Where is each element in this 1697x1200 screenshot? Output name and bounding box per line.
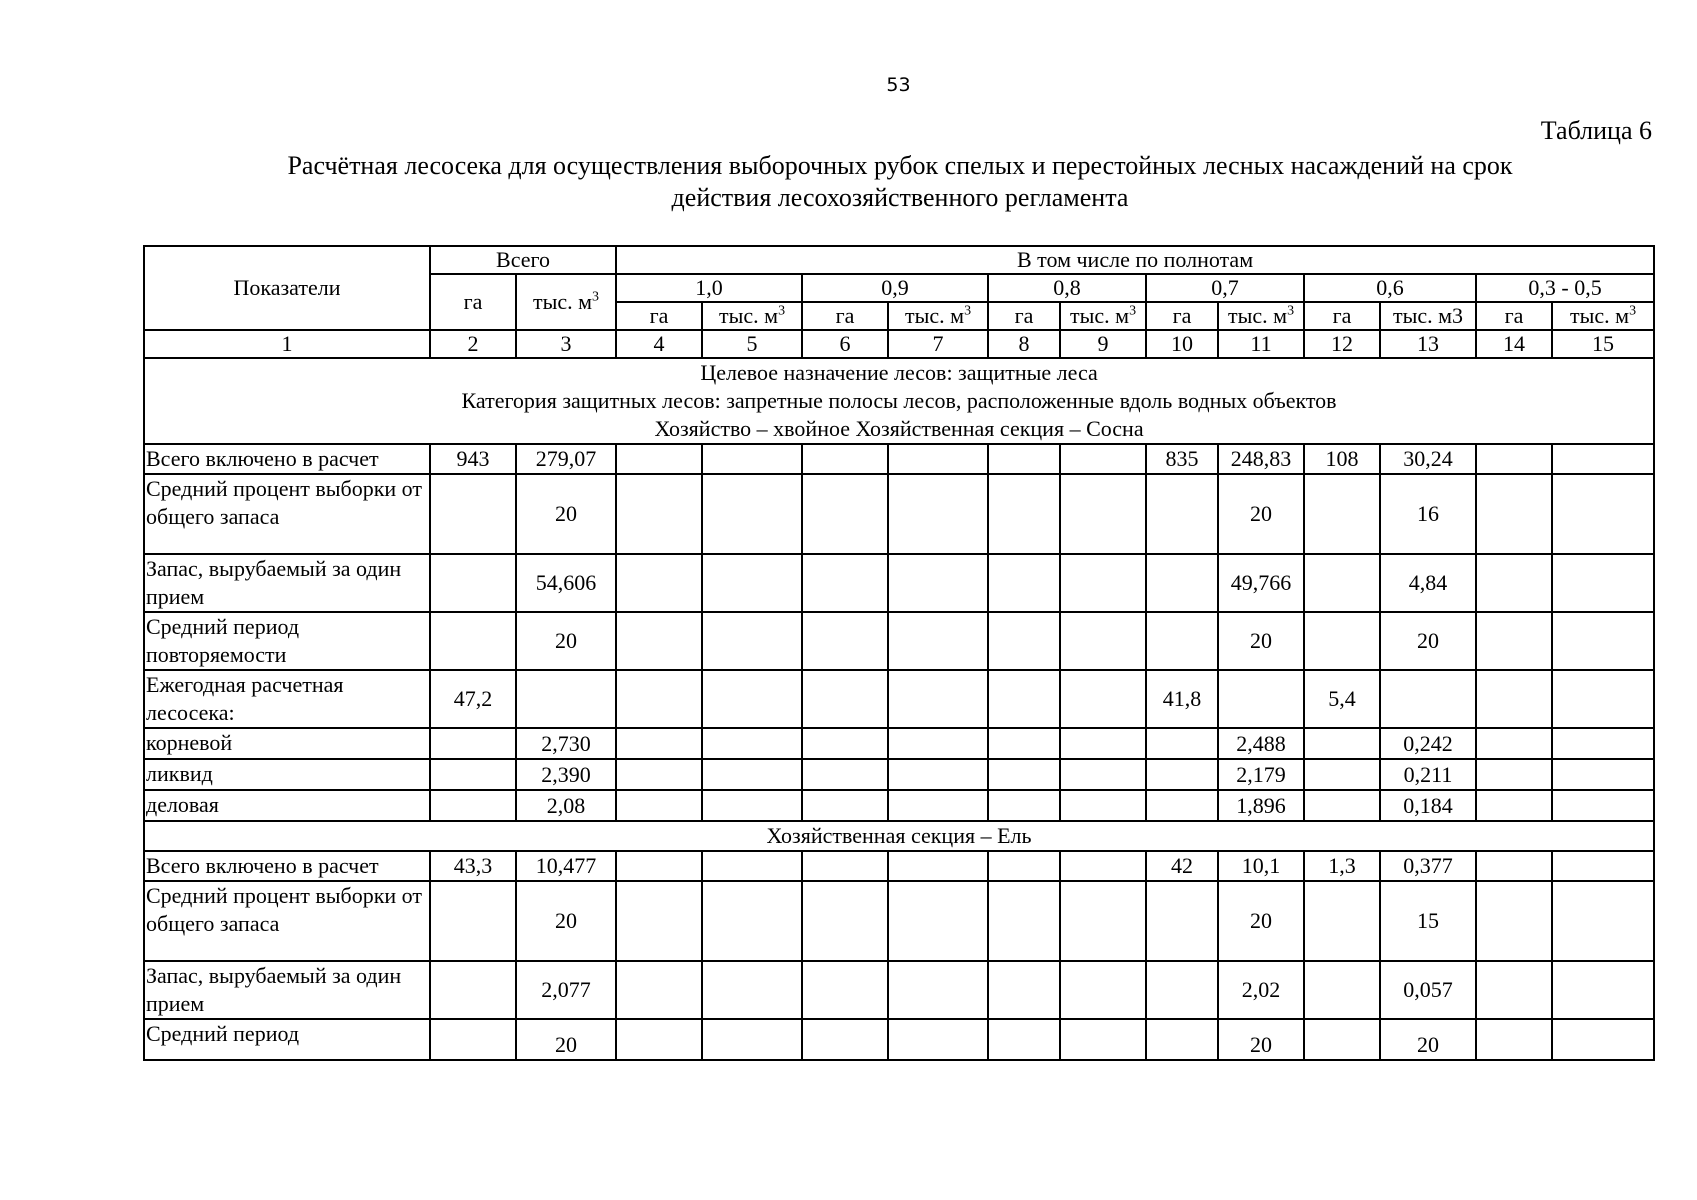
table-cell: 0,211 xyxy=(1380,759,1476,790)
table-cell xyxy=(1060,759,1146,790)
table-cell: 0,242 xyxy=(1380,728,1476,759)
header-total: Всего xyxy=(430,246,616,274)
unit-superscript: 3 xyxy=(592,289,600,305)
table-cell: 5,4 xyxy=(1304,670,1380,728)
table-cell xyxy=(888,881,988,961)
table-row xyxy=(144,881,1654,961)
header-density-0-9: 0,9 xyxy=(802,274,988,302)
table-cell: 20 xyxy=(1218,612,1304,670)
row-label: Средний процент выборки от общего запаса xyxy=(144,881,430,961)
table-cell xyxy=(1552,961,1654,1019)
table-cell xyxy=(430,728,516,759)
table-cell xyxy=(988,474,1060,554)
unit-superscript: 3 xyxy=(778,303,786,319)
table-cell xyxy=(1476,554,1552,612)
table-cell xyxy=(988,554,1060,612)
row-label: деловая xyxy=(144,790,430,821)
header-total-volume xyxy=(516,274,616,330)
column-numbers-row xyxy=(144,330,1654,358)
header-volume xyxy=(1060,302,1146,330)
table-cell xyxy=(616,474,702,554)
column-number: 7 xyxy=(888,330,988,358)
table-cell xyxy=(988,851,1060,881)
table-cell xyxy=(1552,759,1654,790)
table-cell xyxy=(1552,1019,1654,1060)
table-cell: 49,766 xyxy=(1218,554,1304,612)
header-including-by-density: В том числе по полнотам xyxy=(616,246,1654,274)
table-cell xyxy=(988,881,1060,961)
section-block-header xyxy=(144,358,1654,444)
table-cell xyxy=(1304,790,1380,821)
table-row xyxy=(144,851,1654,881)
table-cell xyxy=(1552,790,1654,821)
table-cell xyxy=(1060,670,1146,728)
header-indicators: Показатели xyxy=(144,246,430,330)
table-cell xyxy=(1060,851,1146,881)
table-cell xyxy=(430,961,516,1019)
header-volume-plain: тыс. м3 xyxy=(1380,302,1476,330)
table-cell xyxy=(616,612,702,670)
table-cell: 41,8 xyxy=(1146,670,1218,728)
table-row xyxy=(144,444,1654,474)
header-ha: га xyxy=(802,302,888,330)
table-cell: 42 xyxy=(1146,851,1218,881)
table-cell xyxy=(1146,474,1218,554)
row-label: Средний период xyxy=(144,1019,430,1060)
table-cell xyxy=(1476,670,1552,728)
table-cell: 20 xyxy=(1218,1019,1304,1060)
table-cell: 0,057 xyxy=(1380,961,1476,1019)
column-number: 10 xyxy=(1146,330,1218,358)
table-cell xyxy=(1060,1019,1146,1060)
table-cell xyxy=(702,728,802,759)
cutting-area-table xyxy=(143,245,1655,1061)
table-cell xyxy=(1060,444,1146,474)
table-cell: 20 xyxy=(1218,474,1304,554)
table-cell xyxy=(1380,670,1476,728)
table-cell xyxy=(802,790,888,821)
section-economy-pine: Хозяйство – хвойное Хозяйственная секция – Сосна xyxy=(654,416,1144,441)
table-cell: 2,488 xyxy=(1218,728,1304,759)
section-category: Категория защитных лесов: запретные полосы лесов, расположенные вдоль водных объектов xyxy=(461,388,1337,413)
column-number: 8 xyxy=(988,330,1060,358)
table-row xyxy=(144,961,1654,1019)
table-cell: 943 xyxy=(430,444,516,474)
table-cell xyxy=(988,759,1060,790)
table-cell xyxy=(1552,554,1654,612)
table-cell xyxy=(802,728,888,759)
table-cell xyxy=(1218,670,1304,728)
table-cell xyxy=(1146,728,1218,759)
unit-text: тыс. м xyxy=(1069,303,1130,328)
unit-superscript: 3 xyxy=(1129,303,1137,319)
section-spruce: Хозяйственная секция – Ель xyxy=(144,821,1654,851)
table-cell xyxy=(1060,881,1146,961)
column-number: 14 xyxy=(1476,330,1552,358)
column-number: 15 xyxy=(1552,330,1654,358)
table-cell xyxy=(888,670,988,728)
table-cell xyxy=(988,670,1060,728)
column-number: 5 xyxy=(702,330,802,358)
table-cell xyxy=(1146,790,1218,821)
table-cell xyxy=(1304,961,1380,1019)
table-cell xyxy=(802,1019,888,1060)
column-number: 1 xyxy=(144,330,430,358)
table-cell xyxy=(702,790,802,821)
table-cell xyxy=(888,851,988,881)
table-row xyxy=(144,612,1654,670)
table-cell xyxy=(888,759,988,790)
table-cell xyxy=(616,1019,702,1060)
table-cell xyxy=(1060,474,1146,554)
table-cell: 248,83 xyxy=(1218,444,1304,474)
table-cell xyxy=(1552,851,1654,881)
table-cell: 54,606 xyxy=(516,554,616,612)
table-cell xyxy=(1060,554,1146,612)
table-cell: 20 xyxy=(516,612,616,670)
table-cell xyxy=(802,851,888,881)
table-cell xyxy=(1476,444,1552,474)
column-number: 6 xyxy=(802,330,888,358)
table-cell xyxy=(1552,474,1654,554)
table-cell xyxy=(988,728,1060,759)
table-cell: 2,730 xyxy=(516,728,616,759)
table-cell xyxy=(1304,881,1380,961)
header-density-0-8: 0,8 xyxy=(988,274,1146,302)
table-cell xyxy=(1476,790,1552,821)
table-cell xyxy=(988,612,1060,670)
table-cell xyxy=(1476,759,1552,790)
table-cell xyxy=(702,851,802,881)
header-density-0-6: 0,6 xyxy=(1304,274,1476,302)
table-cell xyxy=(702,612,802,670)
row-label: Средний процент выборки от общего запаса xyxy=(144,474,430,554)
table-cell: 30,24 xyxy=(1380,444,1476,474)
table-cell xyxy=(616,961,702,1019)
table-row xyxy=(144,1019,1654,1060)
table-cell xyxy=(888,474,988,554)
table-cell xyxy=(616,554,702,612)
table-row xyxy=(144,790,1654,821)
table-row xyxy=(144,759,1654,790)
header-volume xyxy=(888,302,988,330)
section-purpose: Целевое назначение лесов: защитные леса xyxy=(700,360,1098,385)
table-cell xyxy=(802,554,888,612)
table-cell: 0,377 xyxy=(1380,851,1476,881)
table-cell xyxy=(888,790,988,821)
table-cell xyxy=(616,851,702,881)
table-cell xyxy=(1060,961,1146,1019)
row-label: ликвид xyxy=(144,759,430,790)
table-cell xyxy=(888,961,988,1019)
table-cell: 2,02 xyxy=(1218,961,1304,1019)
table-cell xyxy=(1304,728,1380,759)
table-cell xyxy=(702,670,802,728)
table-cell xyxy=(988,961,1060,1019)
unit-text: тыс. м xyxy=(718,303,779,328)
table-cell: 279,07 xyxy=(516,444,616,474)
unit-text: тыс. м xyxy=(1570,303,1630,328)
table-cell xyxy=(702,474,802,554)
column-number: 9 xyxy=(1060,330,1146,358)
table-cell xyxy=(1552,612,1654,670)
table-cell xyxy=(616,790,702,821)
table-cell xyxy=(1146,881,1218,961)
header-volume xyxy=(702,302,802,330)
table-cell xyxy=(1146,1019,1218,1060)
table-cell xyxy=(516,670,616,728)
table-row xyxy=(144,670,1654,728)
header-volume xyxy=(1218,302,1304,330)
table-cell xyxy=(888,1019,988,1060)
table-row xyxy=(144,554,1654,612)
table-cell xyxy=(1552,670,1654,728)
table-cell: 1,3 xyxy=(1304,851,1380,881)
table-cell: 4,84 xyxy=(1380,554,1476,612)
table-cell xyxy=(1476,851,1552,881)
unit-superscript: 3 xyxy=(1629,303,1637,319)
table-cell xyxy=(430,474,516,554)
row-label: Всего включено в расчет xyxy=(144,851,430,881)
header-ha: га xyxy=(988,302,1060,330)
column-number: 2 xyxy=(430,330,516,358)
table-cell xyxy=(802,961,888,1019)
table-row xyxy=(144,474,1654,554)
title-line-2: действия лесохозяйственного регламента xyxy=(671,183,1129,212)
table-cell xyxy=(430,1019,516,1060)
table-cell xyxy=(430,612,516,670)
table-cell xyxy=(1476,728,1552,759)
header-ha: га xyxy=(1146,302,1218,330)
table-cell: 1,896 xyxy=(1218,790,1304,821)
table-cell xyxy=(888,612,988,670)
page-number: 53 xyxy=(886,74,911,96)
table-cell xyxy=(616,444,702,474)
table-cell xyxy=(702,554,802,612)
table-cell: 20 xyxy=(516,1019,616,1060)
table-cell xyxy=(888,554,988,612)
table-cell xyxy=(1304,1019,1380,1060)
table-cell xyxy=(988,444,1060,474)
column-number: 11 xyxy=(1218,330,1304,358)
table-cell xyxy=(430,881,516,961)
header-density-1-0: 1,0 xyxy=(616,274,802,302)
table-cell xyxy=(430,554,516,612)
table-cell xyxy=(1146,759,1218,790)
title-line-1: Расчётная лесосека для осуществления выборочных рубок спелых и перестойных лесных насаждений на срок xyxy=(287,151,1513,180)
row-label: Ежегодная расчетная лесосека: xyxy=(144,670,430,728)
table-cell xyxy=(802,881,888,961)
table-label: Таблица 6 xyxy=(1540,116,1652,145)
table-row xyxy=(144,728,1654,759)
table-cell xyxy=(988,790,1060,821)
table-title xyxy=(200,150,1600,214)
table-cell: 20 xyxy=(516,474,616,554)
table-cell xyxy=(802,612,888,670)
header-ha: га xyxy=(1476,302,1552,330)
table-cell xyxy=(616,670,702,728)
header-ha: га xyxy=(616,302,702,330)
row-label: Средний период повторяемости xyxy=(144,612,430,670)
table-cell: 43,3 xyxy=(430,851,516,881)
table-cell: 0,184 xyxy=(1380,790,1476,821)
table-cell xyxy=(702,759,802,790)
table-cell: 2,08 xyxy=(516,790,616,821)
column-number: 12 xyxy=(1304,330,1380,358)
column-number: 13 xyxy=(1380,330,1476,358)
table-cell: 10,1 xyxy=(1218,851,1304,881)
table-cell xyxy=(1304,759,1380,790)
row-label: корневой xyxy=(144,728,430,759)
row-label: Всего включено в расчет xyxy=(144,444,430,474)
header-density-0-3-0-5: 0,3 - 0,5 xyxy=(1476,274,1654,302)
table-cell xyxy=(1146,961,1218,1019)
unit-text: тыс. м xyxy=(904,303,965,328)
column-number: 3 xyxy=(516,330,616,358)
unit-superscript: 3 xyxy=(1287,303,1295,319)
unit-text: тыс. м xyxy=(532,289,593,314)
table-cell xyxy=(702,881,802,961)
table-cell: 10,477 xyxy=(516,851,616,881)
table-cell xyxy=(1476,612,1552,670)
table-cell xyxy=(1146,612,1218,670)
table-cell xyxy=(430,759,516,790)
table-cell: 20 xyxy=(1380,612,1476,670)
table-cell xyxy=(1552,444,1654,474)
table-cell: 20 xyxy=(516,881,616,961)
header-volume xyxy=(1552,302,1654,330)
unit-text: тыс. м xyxy=(1227,303,1288,328)
table-cell xyxy=(1476,961,1552,1019)
header-total-ha: га xyxy=(430,274,516,330)
table-cell xyxy=(1146,554,1218,612)
table-cell xyxy=(702,1019,802,1060)
table-cell xyxy=(702,444,802,474)
table-cell xyxy=(702,961,802,1019)
column-number: 4 xyxy=(616,330,702,358)
table-cell xyxy=(802,474,888,554)
table-cell xyxy=(888,728,988,759)
table-cell xyxy=(616,881,702,961)
table-cell xyxy=(1060,790,1146,821)
table-cell xyxy=(1304,612,1380,670)
table-cell: 2,077 xyxy=(516,961,616,1019)
table-cell xyxy=(1476,881,1552,961)
table-cell xyxy=(802,759,888,790)
table-cell xyxy=(1304,554,1380,612)
table-cell xyxy=(1552,881,1654,961)
table-cell xyxy=(802,444,888,474)
row-label: Запас, вырубаемый за один прием xyxy=(144,961,430,1019)
table-cell xyxy=(1304,474,1380,554)
table-cell: 20 xyxy=(1380,1019,1476,1060)
unit-superscript: 3 xyxy=(964,303,972,319)
table-cell xyxy=(888,444,988,474)
table-cell xyxy=(430,790,516,821)
table-cell: 2,179 xyxy=(1218,759,1304,790)
table-cell: 16 xyxy=(1380,474,1476,554)
header-density-0-7: 0,7 xyxy=(1146,274,1304,302)
table-cell: 835 xyxy=(1146,444,1218,474)
header-ha: га xyxy=(1304,302,1380,330)
table-cell: 15 xyxy=(1380,881,1476,961)
table-cell: 47,2 xyxy=(430,670,516,728)
table-cell xyxy=(1060,728,1146,759)
table-cell: 108 xyxy=(1304,444,1380,474)
table-cell xyxy=(616,759,702,790)
table-cell xyxy=(1476,474,1552,554)
row-label: Запас, вырубаемый за один прием xyxy=(144,554,430,612)
table-cell xyxy=(988,1019,1060,1060)
table-cell xyxy=(1476,1019,1552,1060)
table-cell xyxy=(1552,728,1654,759)
table-cell xyxy=(616,728,702,759)
table-cell: 20 xyxy=(1218,881,1304,961)
table-cell: 2,390 xyxy=(516,759,616,790)
table-cell xyxy=(1060,612,1146,670)
table-cell xyxy=(802,670,888,728)
